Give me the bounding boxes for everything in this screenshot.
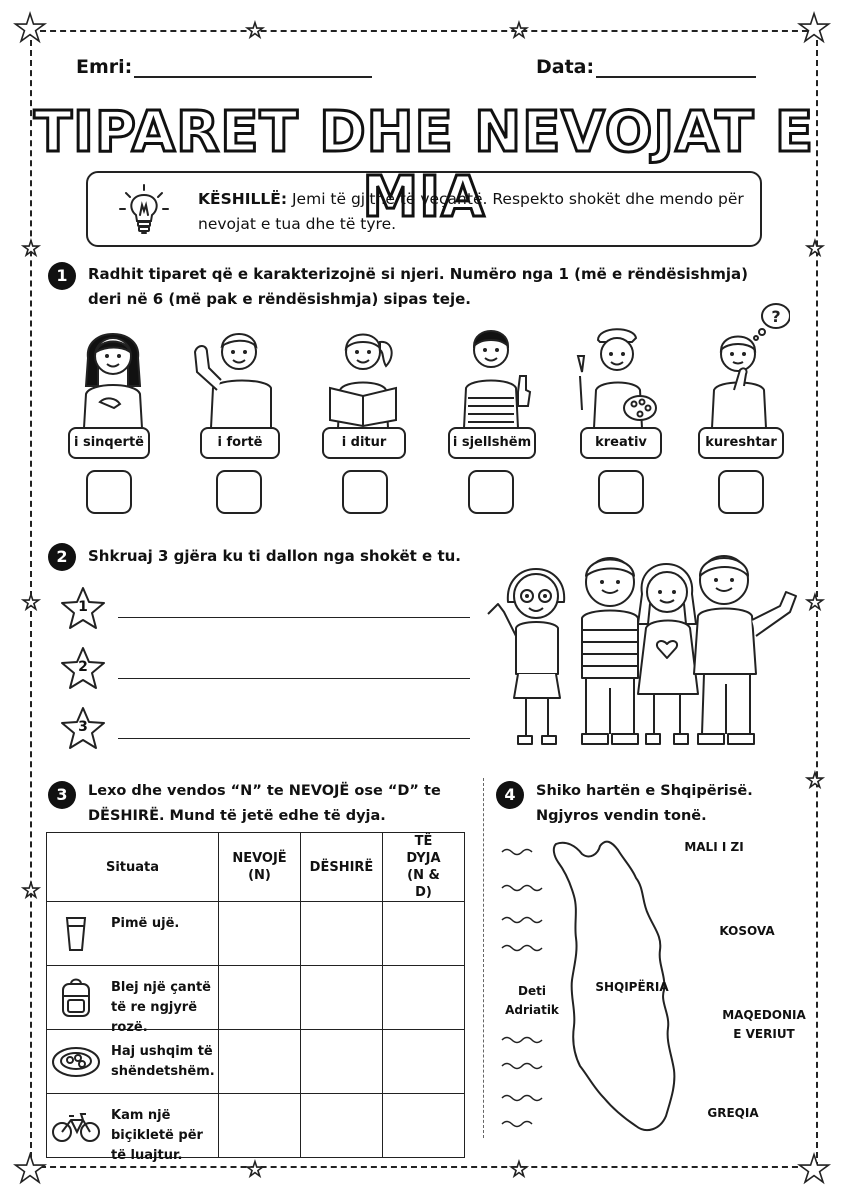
lightbulb-icon xyxy=(114,181,174,241)
want-answer-cell[interactable] xyxy=(301,966,383,1030)
map-label-adriatic-sea: Deti Adriatik xyxy=(505,984,559,1017)
trait-label-5: kreativ xyxy=(580,427,662,459)
rank-box-5[interactable] xyxy=(598,470,644,514)
star-number-1: 1 xyxy=(78,599,88,615)
tip-message: Jemi të gjithë të veçantë. Respekto shokët dhe mendo për nevojat e tua dhe të tyre. xyxy=(198,190,744,233)
map-label-greece: GREQIA xyxy=(707,1106,759,1120)
answer-line-2[interactable] xyxy=(118,678,470,679)
trait-label-6: kureshtar xyxy=(698,427,784,459)
boy-flexing-arm-icon xyxy=(187,316,273,428)
boy-thumbs-up-icon xyxy=(448,316,534,428)
page-title: TIPARET DHE NEVOJAT E MIA xyxy=(33,100,815,230)
name-label: Emri: xyxy=(76,56,133,78)
situation-text: Haj ushqim të shëndetshëm. xyxy=(111,1044,215,1079)
backpack-icon xyxy=(51,976,101,1018)
bicycle-icon xyxy=(51,1104,101,1146)
column-header-need: NEVOJË (N) xyxy=(219,833,301,902)
numbered-star-3 xyxy=(60,706,106,750)
table-row xyxy=(47,1030,465,1094)
situation-cell xyxy=(47,1094,219,1163)
situation-text: Blej një çantë të re ngjyrë rozë. xyxy=(111,980,211,1035)
needs-wants-table xyxy=(46,832,465,1163)
corner-star-icon: ★ xyxy=(797,6,832,50)
map-label-montenegro: MALI I ZI xyxy=(684,840,744,854)
corner-star-icon: ★ xyxy=(797,1147,832,1191)
want-answer-cell[interactable] xyxy=(301,1094,383,1158)
name-date-row xyxy=(76,56,756,86)
border-star-icon: ★ xyxy=(246,1157,264,1181)
border-star-icon: ★ xyxy=(22,878,40,902)
numbered-star-2 xyxy=(60,646,106,690)
table-row xyxy=(47,902,465,966)
star-number-3: 3 xyxy=(78,719,88,735)
question-number-1: 1 xyxy=(48,262,76,290)
question-3-instruction: Lexo dhe vendos “N” te NEVOJË ose “D” te DËSHIRË. Mund të jetë edhe të dyja. xyxy=(88,783,441,824)
name-field[interactable] xyxy=(134,76,372,78)
trait-label-2: i fortë xyxy=(200,427,280,459)
answer-line-3[interactable] xyxy=(118,738,470,739)
rank-box-6[interactable] xyxy=(718,470,764,514)
border-star-icon: ★ xyxy=(246,18,264,42)
rank-box-3[interactable] xyxy=(342,470,388,514)
rank-box-1[interactable] xyxy=(86,470,132,514)
section-divider xyxy=(483,778,484,1138)
both-answer-cell[interactable] xyxy=(383,1030,465,1094)
question-1-instruction: Radhit tiparet që e karakterizojnë si njeri. Numëro nga 1 (më e rëndësishmja) deri në 6 (më pak e rëndësishmja) sipas teje. xyxy=(88,265,748,308)
question-4-instruction: Shiko hartën e Shqipërisë. Ngjyros vendin tonë. xyxy=(536,783,753,824)
map-label-north-macedonia: MAQEDONIA E VERIUT xyxy=(722,1008,806,1041)
girl-reading-book-icon xyxy=(320,316,406,428)
border-star-icon: ★ xyxy=(22,590,40,614)
trait-label-1: i sinqertë xyxy=(68,427,150,459)
star-number-2: 2 xyxy=(78,659,88,675)
situation-text: Pimë ujë. xyxy=(111,916,180,931)
table-row xyxy=(47,966,465,1030)
corner-star-icon: ★ xyxy=(13,6,48,50)
boy-painter-palette-icon xyxy=(572,316,658,428)
girl-hand-on-heart-icon xyxy=(70,316,156,428)
question-mark-icon: ? xyxy=(771,307,781,326)
column-header-want: DËSHIRË xyxy=(301,833,383,902)
map-label-kosovo: KOSOVA xyxy=(719,924,775,938)
question-2-instruction: Shkruaj 3 gjëra ku ti dallon nga shokët e tu. xyxy=(88,547,461,565)
need-answer-cell[interactable] xyxy=(219,1030,301,1094)
date-label: Data: xyxy=(536,56,595,78)
both-answer-cell[interactable] xyxy=(383,966,465,1030)
border-star-icon: ★ xyxy=(806,236,824,260)
situation-cell xyxy=(47,966,219,1035)
situation-cell xyxy=(47,902,219,966)
healthy-food-plate-icon xyxy=(51,1040,101,1082)
column-header-both: TË DYJA (N & D) xyxy=(383,833,465,902)
situation-cell xyxy=(47,1030,219,1094)
border-star-icon: ★ xyxy=(806,768,824,792)
border-star-icon: ★ xyxy=(510,18,528,42)
answer-line-1[interactable] xyxy=(118,617,470,618)
date-field[interactable] xyxy=(596,76,756,78)
table-row xyxy=(47,1094,465,1158)
corner-star-icon: ★ xyxy=(13,1147,48,1191)
table-header-row xyxy=(47,833,465,902)
situation-text: Kam një biçikletë për të luajtur. xyxy=(111,1108,203,1163)
need-answer-cell[interactable] xyxy=(219,902,301,966)
need-answer-cell[interactable] xyxy=(219,966,301,1030)
boy-wondering-question-icon xyxy=(704,296,790,428)
map-label-albania: SHQIPËRIA xyxy=(595,980,669,994)
question-number-3: 3 xyxy=(48,781,76,809)
border-star-icon: ★ xyxy=(22,236,40,260)
border-star-icon: ★ xyxy=(510,1157,528,1181)
group-of-friends-icon xyxy=(486,548,802,752)
both-answer-cell[interactable] xyxy=(383,1094,465,1158)
both-answer-cell[interactable] xyxy=(383,902,465,966)
rank-box-2[interactable] xyxy=(216,470,262,514)
tip-text xyxy=(198,187,748,237)
albania-map xyxy=(494,830,814,1140)
border-star-icon: ★ xyxy=(806,590,824,614)
want-answer-cell[interactable] xyxy=(301,1030,383,1094)
column-header-situation: Situata xyxy=(47,833,219,902)
trait-label-4: i sjellshëm xyxy=(448,427,536,459)
question-number-2: 2 xyxy=(48,543,76,571)
tip-box xyxy=(86,171,762,247)
tip-label: KËSHILLË: xyxy=(198,190,288,208)
trait-label-3: i ditur xyxy=(322,427,406,459)
need-answer-cell[interactable] xyxy=(219,1094,301,1158)
rank-box-4[interactable] xyxy=(468,470,514,514)
want-answer-cell[interactable] xyxy=(301,902,383,966)
numbered-star-1 xyxy=(60,586,106,630)
glass-of-water-icon xyxy=(51,912,101,954)
question-number-4: 4 xyxy=(496,781,524,809)
